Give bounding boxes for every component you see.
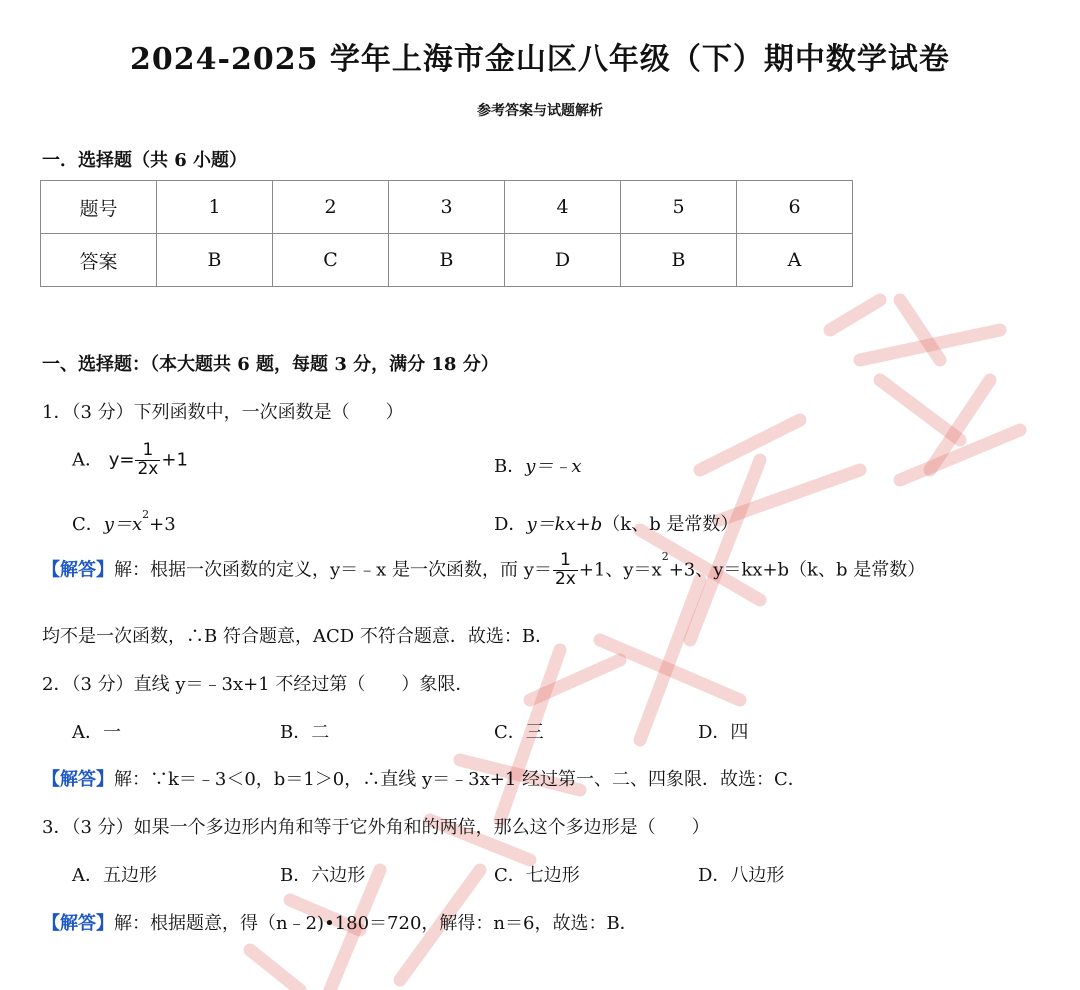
table-header-cell: 答案 xyxy=(41,234,157,287)
question-1-stem: 1．（3 分）下列函数中，一次函数是（ ） xyxy=(42,402,404,423)
solution-text: 解：∵k＝﹣3＜0，b＝1＞0，∴直线 y＝﹣3x+1 经过第一、二、四象限．故选：C． xyxy=(114,769,806,790)
table-cell: 4 xyxy=(505,181,621,234)
question-3-stem: 3．（3 分）如果一个多边形内角和等于它外角和的两倍，那么这个多边形是（ ） xyxy=(42,817,710,838)
solution-text: +3、y＝kx+b（k、b 是常数） xyxy=(668,559,926,581)
table-row xyxy=(41,181,853,234)
table-cell: 2 xyxy=(273,181,389,234)
option-note: （k、b 是常数） xyxy=(602,514,739,535)
section-heading-multiple-choice: 一．选择题（共 6 小题） xyxy=(42,150,248,171)
fraction xyxy=(135,442,160,479)
exponent: 2 xyxy=(142,508,150,521)
question-3-option-a: A．五边形 xyxy=(72,865,157,886)
page-subtitle: 参考答案与试题解析 xyxy=(477,103,603,119)
option-label: A． xyxy=(72,449,103,471)
question-1-option-b xyxy=(494,452,582,478)
question-2-stem: 2．（3 分）直线 y＝﹣3x+1 不经过第（ ）象限． xyxy=(42,674,474,695)
table-header-cell: 题号 xyxy=(41,181,157,234)
question-2-option-c: C．三 xyxy=(494,722,544,743)
question-3-option-c: C．七边形 xyxy=(494,865,580,886)
question-2-option-a: A．一 xyxy=(72,722,121,743)
fraction-denominator: 2x xyxy=(137,458,159,479)
solution-text: 解：根据一次函数的定义，y＝﹣x 是一次函数，而 y＝ xyxy=(114,559,552,581)
question-2-option-d: D．四 xyxy=(698,722,749,743)
question-2-option-b: B．二 xyxy=(280,722,330,743)
table-cell: B xyxy=(389,234,505,287)
answer-table xyxy=(40,180,853,287)
option-label: C． xyxy=(72,514,104,535)
table-cell: B xyxy=(157,234,273,287)
solution-text: 解：根据题意，得（n﹣2)•180＝720，解得：n＝6，故选：B． xyxy=(114,913,638,934)
exponent: 2 xyxy=(661,550,669,563)
table-cell: 3 xyxy=(389,181,505,234)
option-expr-lhs: y= xyxy=(108,449,135,471)
option-expr: y＝x xyxy=(103,514,143,535)
table-cell: 1 xyxy=(157,181,273,234)
question-2-solution xyxy=(42,765,806,791)
table-cell: 6 xyxy=(737,181,853,234)
option-expr-tail: +3 xyxy=(149,514,176,535)
solution-tag: 【解答】 xyxy=(42,559,114,581)
option-expr-rhs: +1 xyxy=(161,449,188,471)
fraction-numerator: 1 xyxy=(142,440,154,460)
question-1-solution-line-2: 均不是一次函数，∴B 符合题意，ACD 不符合题意．故选：B． xyxy=(42,626,554,647)
option-expr: y＝﹣x xyxy=(525,456,582,477)
table-row xyxy=(41,234,853,287)
solution-tag: 【解答】 xyxy=(42,769,114,790)
solution-tag: 【解答】 xyxy=(42,913,114,934)
fraction xyxy=(553,552,578,589)
question-3-option-b: B．六边形 xyxy=(280,865,366,886)
page-title: 2024-2025 学年上海市金山区八年级（下）期中数学试卷 xyxy=(130,42,950,77)
table-cell: B xyxy=(621,234,737,287)
question-1-option-d xyxy=(494,510,738,536)
fraction-numerator: 1 xyxy=(559,550,571,570)
option-label: D． xyxy=(494,514,527,535)
option-expr: y＝kx+b xyxy=(526,514,603,535)
table-cell: D xyxy=(505,234,621,287)
solution-text: +1、y＝x xyxy=(578,559,662,581)
section-heading-detail: 一、选择题：（本大题共 6 题，每题 3 分，满分 18 分） xyxy=(42,354,499,375)
question-1-solution xyxy=(42,552,925,589)
question-1-option-c xyxy=(72,510,176,536)
table-cell: 5 xyxy=(621,181,737,234)
question-3-option-d: D．八边形 xyxy=(698,865,785,886)
table-cell: A xyxy=(737,234,853,287)
fraction-denominator: 2x xyxy=(554,568,576,589)
question-3-solution xyxy=(42,909,638,935)
question-1-option-a xyxy=(72,442,188,479)
option-label: B． xyxy=(494,456,526,477)
table-cell: C xyxy=(273,234,389,287)
